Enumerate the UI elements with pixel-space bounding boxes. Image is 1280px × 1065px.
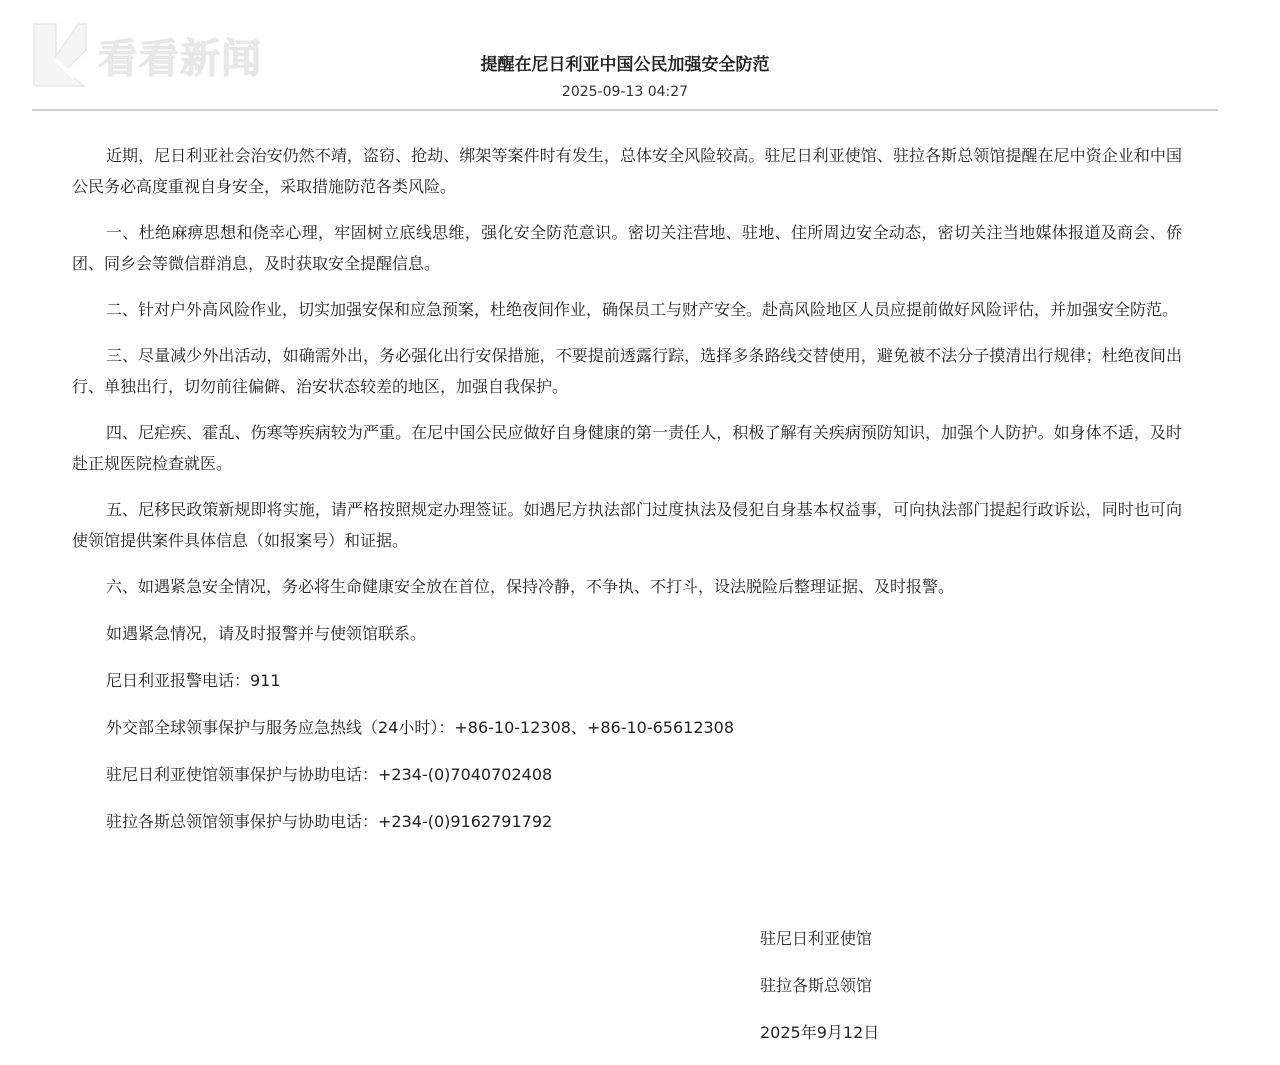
paragraph-point-5: 五、尼移民政策新规即将实施，请严格按照规定办理签证。如遇尼方执法部门过度执法及侵犯自身基本权益事，可向执法部门提起行政诉讼，同时也可向使领馆提供案件具体信息（如报案号）和证据。 [72, 500, 1182, 550]
title-divider [32, 109, 1218, 111]
article-date: 2025-09-13 04:27 [561, 84, 689, 100]
article-body [72, 140, 1182, 853]
signature-block [760, 924, 879, 1065]
police-phone: 尼日利亚报警电话：911 [106, 671, 281, 690]
paragraph-point-4: 四、尼疟疾、霍乱、伤寒等疾病较为严重。在尼中国公民应做好自身健康的第一责任人，积极了解有关疾病预防知识，加强个人防护。如身体不适，及时赴正规医院检查就医。 [72, 423, 1182, 473]
watermark-text: 看看新闻 [98, 35, 262, 82]
paragraph-point-2: 二、针对户外高风险作业，切实加强安保和应急预案，杜绝夜间作业，确保员工与财产安全。赴高风险地区人员应提前做好风险评估，并加强安全防范。 [106, 300, 1179, 319]
mfa-hotline: 外交部全球领事保护与服务应急热线（24小时）：+86-10-12308、+86-10-65612308 [106, 718, 735, 737]
signature-date: 2025年9月12日 [760, 1023, 880, 1042]
paragraph-emergency-note: 如遇紧急情况，请及时报警并与使领馆联系。 [106, 624, 427, 643]
paragraph-point-1: 一、杜绝麻痹思想和侥幸心理，牢固树立底线思维，强化安全防范意识。密切关注营地、驻地、住所周边安全动态，密切关注当地媒体报道及商会、侨团、同乡会等微信群消息，及时获取安全提醒信息。 [72, 223, 1182, 273]
article-title: 提醒在尼日利亚中国公民加强安全防范 [480, 55, 770, 75]
consulate-phone: 驻拉各斯总领馆领事保护与协助电话：+234-(0)9162791792 [106, 812, 553, 831]
paragraph-point-6: 六、如遇紧急安全情况，务必将生命健康安全放在首位，保持冷静，不争执、不打斗，设法脱险后整理证据、及时报警。 [106, 577, 955, 596]
paragraph-point-3: 三、尽量减少外出活动，如确需外出，务必强化出行安保措施，不要提前透露行踪，选择多条路线交替使用，避免被不法分子摸清出行规律；杜绝夜间出行、单独出行，切勿前往偏僻、治安状态较差的地区，加强自我保护。 [72, 346, 1182, 396]
signature-embassy: 驻尼日利亚使馆 [760, 929, 873, 948]
paragraph-intro: 近期，尼日利亚社会治安仍然不靖，盗窃、抢劫、绑架等案件时有发生，总体安全风险较高。驻尼日利亚使馆、驻拉各斯总领馆提醒在尼中资企业和中国公民务必高度重视自身安全，采取措施防范各类风险。 [72, 146, 1182, 196]
embassy-phone: 驻尼日利亚使馆领事保护与协助电话：+234-(0)7040702408 [106, 765, 553, 784]
signature-consulate: 驻拉各斯总领馆 [760, 976, 873, 995]
